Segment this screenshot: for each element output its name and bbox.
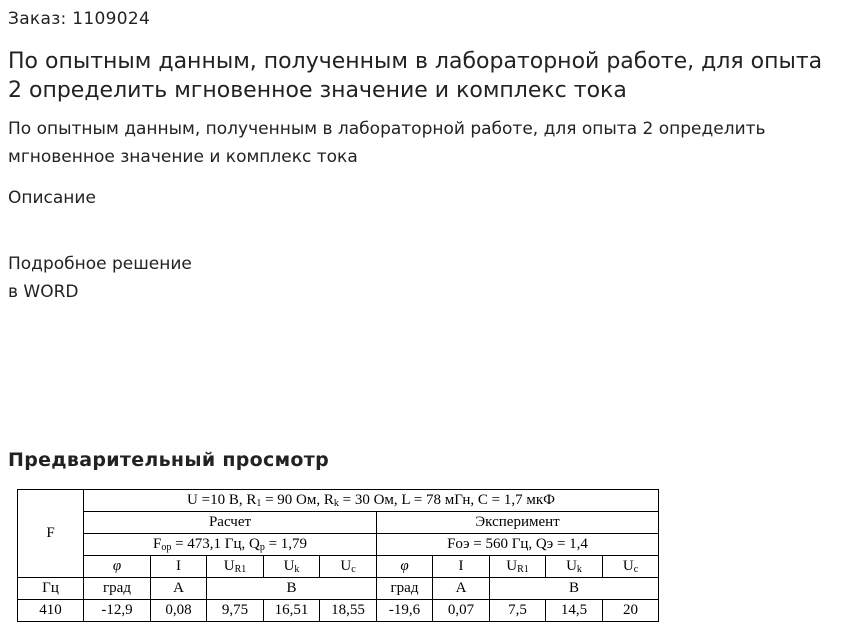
description-label: Описание bbox=[8, 188, 96, 208]
params-row bbox=[18, 490, 659, 512]
cell-exp-uk: 14,5 bbox=[546, 600, 603, 622]
cell-calc-uc: 18,55 bbox=[320, 600, 377, 622]
col-uc-exp: $U_c$ bbox=[603, 556, 659, 578]
calc-resonance: $F_{ор} = 473,1$ Гц, $Q_р = 1,79$ bbox=[84, 534, 377, 556]
unit-deg-exp: град bbox=[377, 578, 433, 600]
cell-exp-ur1: 7,5 bbox=[490, 600, 546, 622]
calc-header: Расчет bbox=[84, 512, 377, 534]
unit-amp-calc: А bbox=[151, 578, 207, 600]
column-header-row bbox=[18, 556, 659, 578]
col-uk-exp: $U_k$ bbox=[546, 556, 603, 578]
cell-calc-ur1: 9,75 bbox=[207, 600, 264, 622]
cell-calc-uk: 16,51 bbox=[264, 600, 320, 622]
task-description: По опытным данным, полученным в лабораторной работе, для опыта 2 определить мгновенное значение и комплекс тока bbox=[8, 119, 766, 167]
unit-hz: Гц bbox=[18, 578, 84, 600]
section-row bbox=[18, 512, 659, 534]
solution-line-1: Подробное решение bbox=[8, 254, 192, 274]
preview-heading: Предварительный просмотр bbox=[8, 449, 329, 471]
unit-volt-calc: В bbox=[207, 578, 377, 600]
f-header: F bbox=[18, 490, 84, 578]
unit-volt-exp: В bbox=[490, 578, 659, 600]
solution-info bbox=[8, 250, 192, 306]
col-i-exp: I bbox=[433, 556, 490, 578]
solution-line-2: в WORD bbox=[8, 282, 79, 302]
cell-f: 410 bbox=[18, 600, 84, 622]
cell-exp-i: 0,07 bbox=[433, 600, 490, 622]
col-i-calc: I bbox=[151, 556, 207, 578]
col-ur1-calc: $U_{R1}$ bbox=[207, 556, 264, 578]
cell-exp-phi: -19,6 bbox=[377, 600, 433, 622]
col-ur1-exp: $U_{R1}$ bbox=[490, 556, 546, 578]
exp-resonance: Fоэ = 560 Гц, Qэ = 1,4 bbox=[377, 534, 659, 556]
cell-calc-i: 0,08 bbox=[151, 600, 207, 622]
col-phi-exp: φ bbox=[377, 556, 433, 578]
cell-exp-uc: 20 bbox=[603, 600, 659, 622]
col-uk-calc: $U_k$ bbox=[264, 556, 320, 578]
resonance-row bbox=[18, 534, 659, 556]
results-table bbox=[17, 489, 659, 622]
col-uc-calc: $U_c$ bbox=[320, 556, 377, 578]
cell-calc-phi: -12,9 bbox=[84, 600, 151, 622]
preview-image bbox=[17, 489, 659, 622]
circuit-params: U =10 В, $R_1 = 90$ Ом, $R_k = 30$ Ом, L = 78 мГн, С = 1,7 мкФ bbox=[84, 490, 659, 512]
exp-header: Эксперимент bbox=[377, 512, 659, 534]
unit-deg-calc: град bbox=[84, 578, 151, 600]
col-phi-calc: φ bbox=[84, 556, 151, 578]
data-row bbox=[18, 600, 659, 622]
page-title: По опытным данным, полученным в лабораторной работе, для опыта 2 определить мгновенное значение и комплекс тока bbox=[8, 49, 823, 103]
order-number: Заказ: 1109024 bbox=[8, 9, 151, 29]
units-row bbox=[18, 578, 659, 600]
unit-amp-exp: А bbox=[433, 578, 490, 600]
